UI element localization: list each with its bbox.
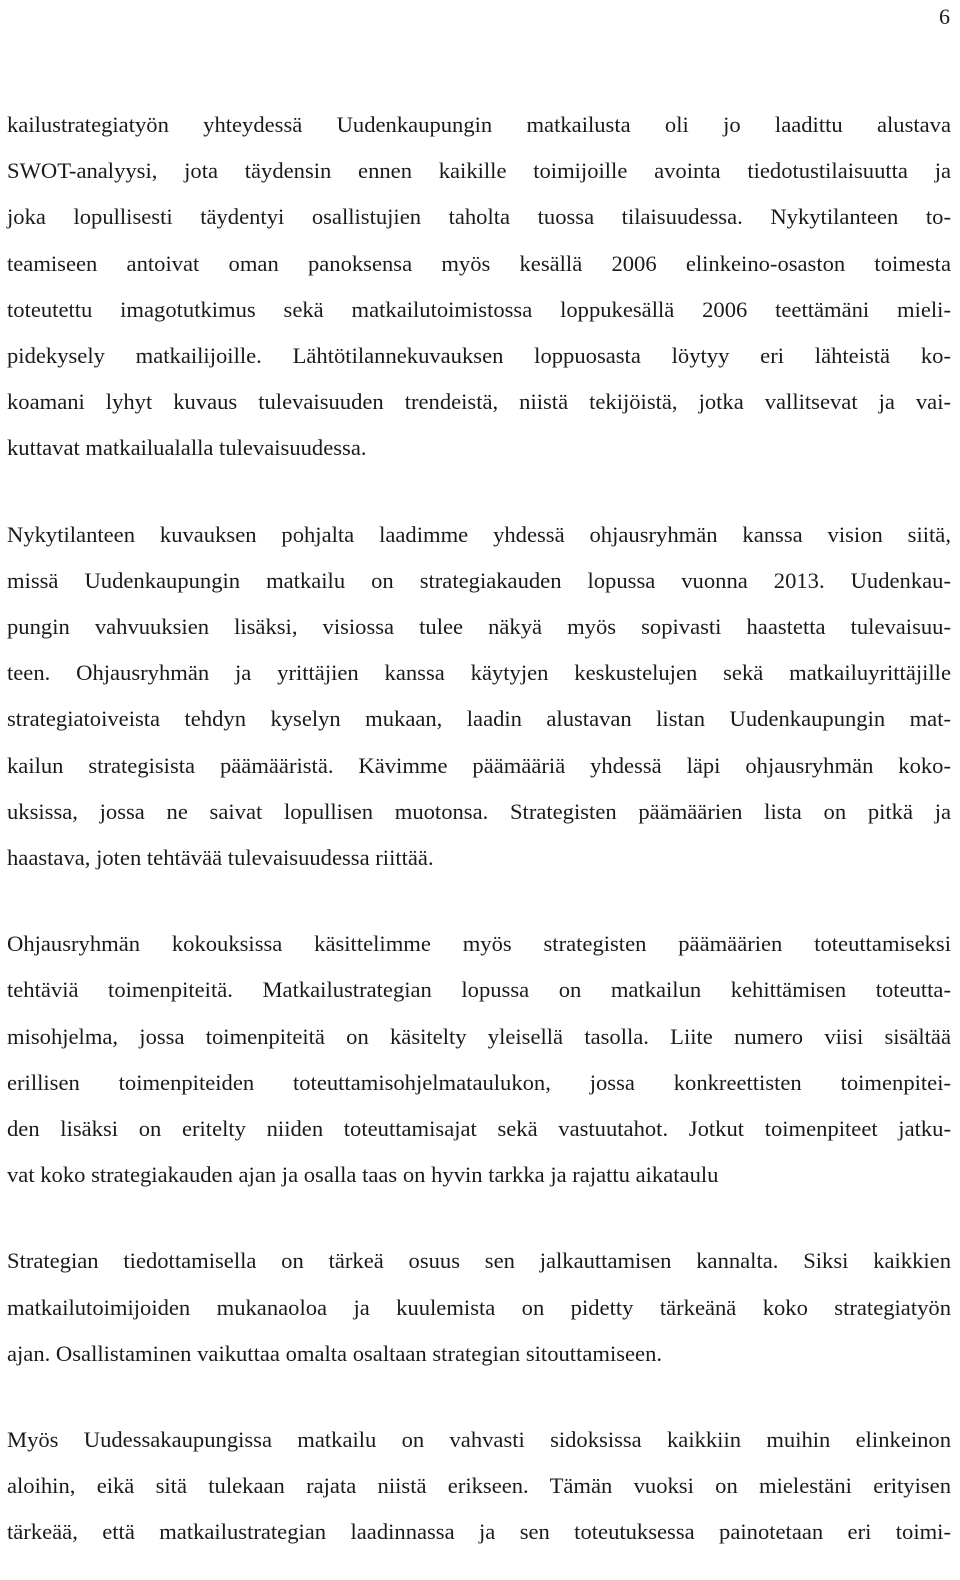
text-line: tehtäviä toimenpiteitä. Matkailustrategian lopussa on matkailun kehittämisen toteutta- bbox=[7, 977, 951, 1003]
text-line: tärkeää, että matkailustrategian laadinnassa ja sen toteutuksessa painotetaan eri toimi- bbox=[7, 1519, 951, 1545]
text-line: koamani lyhyt kuvaus tulevaisuuden trendeistä, niistä tekijöistä, jotka vallitsevat ja vai- bbox=[7, 389, 951, 415]
document-body bbox=[7, 102, 951, 1556]
text-line: haastava, joten tehtävää tulevaisuudessa riittää. bbox=[7, 845, 434, 871]
text-line: aloihin, eikä sitä tulekaan rajata niistä erikseen. Tämän vuoksi on mielestäni erityisen bbox=[7, 1473, 951, 1499]
text-line: strategiatoiveista tehdyn kyselyn mukaan, laadin alustavan listan Uudenkaupungin mat- bbox=[7, 706, 951, 732]
text-line: Myös Uudessakaupungissa matkailu on vahvasti sidoksissa kaikkiin muihin elinkeinon bbox=[7, 1427, 951, 1453]
paragraph-gap bbox=[7, 1198, 951, 1238]
text-line: missä Uudenkaupungin matkailu on strategiakauden lopussa vuonna 2013. Uudenkau- bbox=[7, 567, 951, 593]
text-line: Ohjausryhmän kokouksissa käsittelimme myös strategisten päämäärien toteuttamiseksi bbox=[7, 931, 951, 957]
text-line: kailun strategisista päämääristä. Kävimme päämääriä yhdessä läpi ohjausryhmän koko- bbox=[7, 752, 951, 778]
paragraph-1 bbox=[7, 102, 951, 472]
text-line: matkailutoimijoiden mukanaoloa ja kuulemista on pidetty tärkeänä koko strategiatyön bbox=[7, 1294, 951, 1320]
text-line: pungin vahvuuksien lisäksi, visiossa tulee näkyä myös sopivasti haastetta tulevaisuu- bbox=[7, 614, 951, 640]
paragraph-4 bbox=[7, 1238, 951, 1377]
text-line: kailustrategiatyön yhteydessä Uudenkaupungin matkailusta oli jo laadittu alustava bbox=[7, 112, 951, 137]
text-line: kuttavat matkailualalla tulevaisuudessa. bbox=[7, 435, 367, 461]
paragraph-gap bbox=[7, 1377, 951, 1417]
text-line: uksissa, jossa ne saivat lopullisen muotonsa. Strategisten päämäärien lista on pitkä ja bbox=[7, 798, 951, 824]
text-line: SWOT-analyysi, jota täydensin ennen kaikille toimijoille avointa tiedotustilaisuutta ja bbox=[7, 158, 951, 184]
text-line: teamiseen antoivat oman panoksensa myös kesällä 2006 elinkeino-osaston toimesta bbox=[7, 250, 951, 276]
paragraph-3 bbox=[7, 921, 951, 1198]
paragraph-5 bbox=[7, 1417, 951, 1556]
text-line: teen. Ohjausryhmän ja yrittäjien kanssa käytyjen keskustelujen sekä matkailuyrittäjille bbox=[7, 660, 951, 686]
text-line: den lisäksi on eritelty niiden toteuttamisajat sekä vastuutahot. Jotkut toimenpiteet jatku- bbox=[7, 1116, 951, 1142]
text-line: joka lopullisesti täydentyi osallistujien taholta tuossa tilaisuudessa. Nykytilanteen to- bbox=[7, 204, 951, 230]
paragraph-gap bbox=[7, 881, 951, 921]
page-number: 6 bbox=[939, 4, 950, 29]
text-line: Strategian tiedottamisella on tärkeä osuus sen jalkauttamisen kannalta. Siksi kaikkien bbox=[7, 1248, 951, 1274]
text-line: ajan. Osallistaminen vaikuttaa omalta osaltaan strategian sitouttamiseen. bbox=[7, 1340, 663, 1366]
text-line: erillisen toimenpiteiden toteuttamisohjelmataulukon, jossa konkreettisten toimenpitei- bbox=[7, 1069, 951, 1095]
text-line: vat koko strategiakauden ajan ja osalla taas on hyvin tarkka ja rajattu aikataulu bbox=[7, 1162, 719, 1188]
text-line: toteutettu imagotutkimus sekä matkailutoimistossa loppukesällä 2006 teettämäni mieli- bbox=[7, 296, 951, 322]
paragraph-2 bbox=[7, 512, 951, 882]
text-line: Nykytilanteen kuvauksen pohjalta laadimme yhdessä ohjausryhmän kanssa vision siitä, bbox=[7, 521, 951, 547]
paragraph-gap bbox=[7, 472, 951, 512]
text-line: pidekysely matkailijoille. Lähtötilannekuvauksen loppuosasta löytyy eri lähteistä ko- bbox=[7, 343, 951, 369]
text-line: misohjelma, jossa toimenpiteitä on käsitelty yleisellä tasolla. Liite numero viisi sisältää bbox=[7, 1023, 951, 1049]
